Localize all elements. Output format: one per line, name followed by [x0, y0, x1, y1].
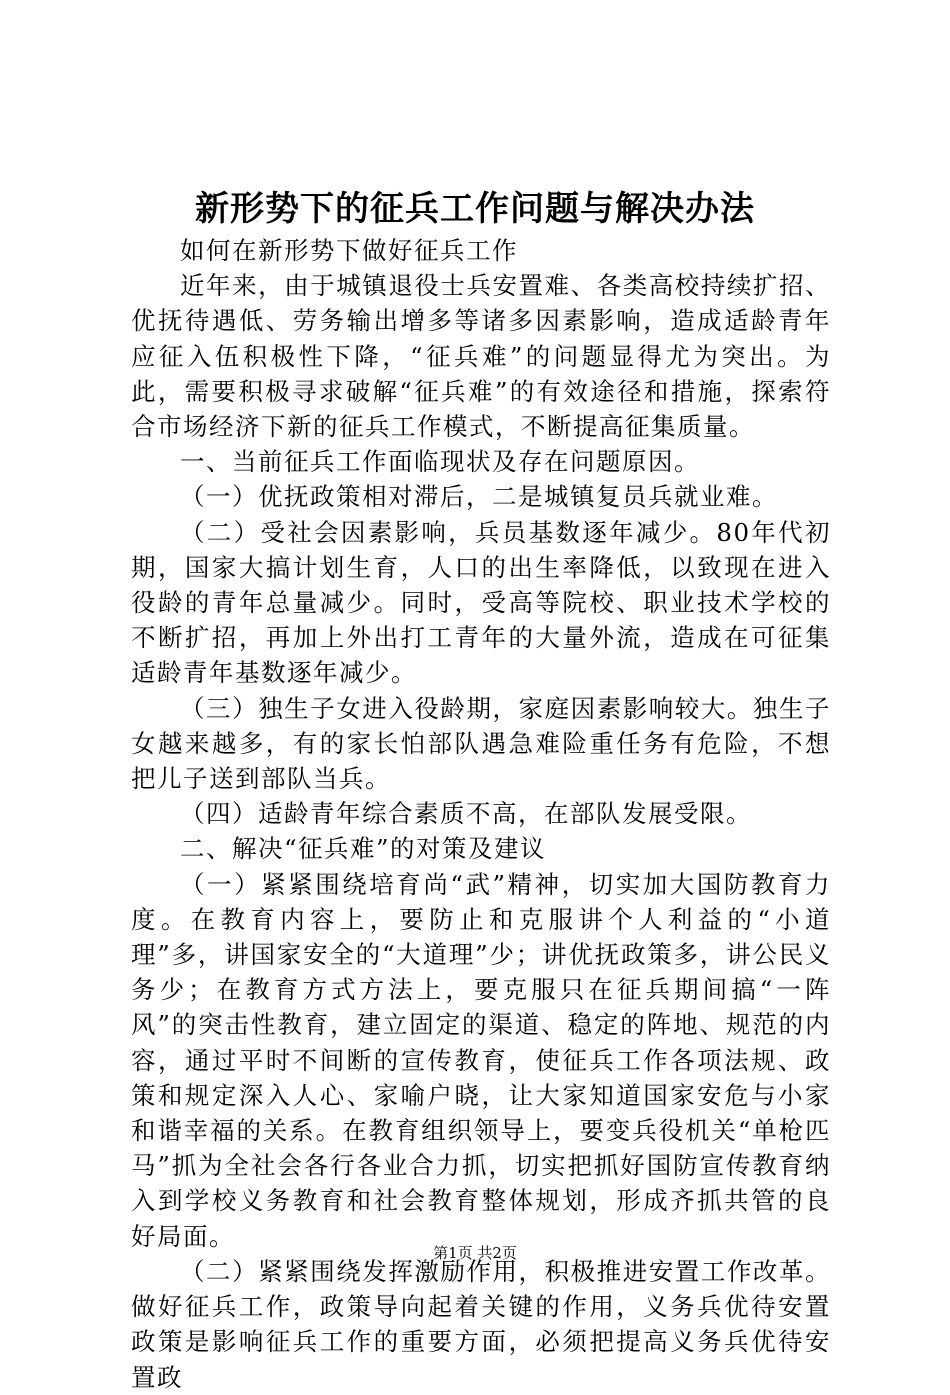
paragraph-item-1-3: （三）独生子女进入役龄期，家庭因素影响较大。独生子女越来越多，有的家长怕部队遇急难险重任务有危险，不想把儿子送到部队当兵。 — [131, 693, 831, 794]
paragraph-item-1-2: （二）受社会因素影响，兵员基数逐年减少。80年代初期，国家大搞计划生育，人口的出生率降低，以致现在进入役龄的青年总量减少。同时，受高等院校、职业技术学校的不断扩招，再加上外出打工青年的大量外流，造成在可征集适龄青年基数逐年减少。 — [131, 517, 831, 688]
document-body — [131, 233, 831, 1395]
paragraph-item-1-4: （四）适龄青年综合素质不高，在部队发展受限。 — [180, 799, 752, 829]
section-heading-1: 一、当前征兵工作面临现状及存在问题原因。 — [180, 447, 700, 477]
paragraph-intro: 近年来，由于城镇退役士兵安置难、各类高校持续扩招、优抚待遇低、劳务输出增多等诸多因素影响，造成适龄青年应征入伍积极性下降，“征兵难”的问题显得尤为突出。为此，需要积极寻求破解“征兵难”的有效途径和措施，探索符合市场经济下新的征兵工作模式，不断提高征集质量。 — [131, 271, 831, 442]
page-footer: 第1页 共2页 — [433, 1244, 517, 1262]
paragraph-item-2-2: （二）紧紧围绕发挥激励作用，积极推进安置工作改革。做好征兵工作，政策导向起着关键的作用，义务兵优待安置政策是影响征兵工作的重要方面，必须把提高义务兵优待安置政 — [131, 1256, 831, 1392]
paragraph-item-1-1: （一）优抚政策相对滞后，二是城镇复员兵就业难。 — [180, 482, 778, 512]
document-title: 新形势下的征兵工作问题与解决办法 — [195, 189, 755, 229]
paragraph-item-2-1: （一）紧紧围绕培育尚“武”精神，切实加大国防教育力度。在教育内容上，要防止和克服讲个人利益的“小道理”多，讲国家安全的“大道理”少；讲优抚政策多，讲公民义务少；在教育方式方法上，要克服只在征兵期间搞“一阵风”的突击性教育，建立固定的渠道、稳定的阵地、规范的内容，通过平时不间断的宣传教育，使征兵工作各项法规、政策和规定深入人心、家喻户晓，让大家知道国家安危与小家和谐幸福的关系。在教育组织领导上，要变兵役机关“单枪匹马”抓为全社会各行各业合力抓，切实把抓好国防宣传教育纳入到学校义务教育和社会教育整体规划，形成齐抓共管的良好局面。 — [131, 869, 831, 1251]
paragraph-subtitle: 如何在新形势下做好征兵工作 — [180, 236, 518, 265]
section-heading-2: 二、解决“征兵难”的对策及建议 — [180, 834, 547, 864]
